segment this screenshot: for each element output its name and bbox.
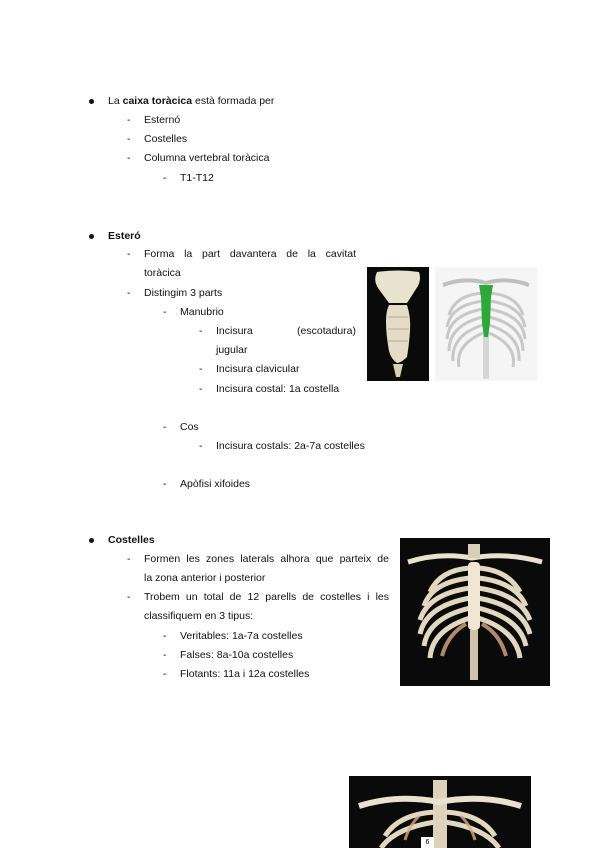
section-title-costelles: Costelles: [108, 534, 155, 546]
type-falses: Falses: 8a-10a costelles: [180, 649, 294, 661]
incisura-jugular-line2: jugular: [216, 344, 248, 356]
section-title-estero: Esteró: [108, 230, 141, 242]
costelles-item1-line2: la zona anterior i posterior: [144, 572, 266, 584]
incisura-costal: Incisura costal: 1a costella: [216, 383, 340, 395]
ribcage-anterior-image: [400, 538, 550, 686]
manubrio-label: Manubrio: [180, 306, 224, 318]
ribcage-bottom-image: [349, 776, 531, 848]
dash: -: [199, 383, 203, 395]
estero-item1-line2: toràcica: [144, 267, 181, 279]
estero-item1-line1: Forma la part davantera de la cavitat: [144, 248, 356, 260]
estero-item2: Distingim 3 parts: [144, 287, 223, 299]
costelles-item2-line1: Trobem un total de 12 parells de costelles i les: [144, 591, 389, 603]
type-veritables: Veritables: 1a-7a costelles: [180, 630, 303, 642]
bullet: [89, 99, 94, 104]
intro-line: [108, 95, 274, 108]
page-number: 6: [421, 837, 434, 848]
dash: -: [127, 133, 131, 145]
list-subitem-t1t12: T1-T12: [180, 172, 214, 184]
dash: -: [199, 325, 203, 337]
dash: -: [163, 668, 167, 680]
dash: -: [127, 591, 131, 603]
list-item-columna: Columna vertebral toràcica: [144, 152, 270, 164]
dash: -: [163, 172, 167, 184]
dash: -: [163, 421, 167, 433]
ribcage-sternum-highlight-image: [435, 267, 537, 381]
list-item-costelles: Costelles: [144, 133, 188, 145]
escotadura-word: (escotadura): [297, 325, 356, 337]
bullet: [89, 538, 94, 543]
bullet: [89, 234, 94, 239]
dash: -: [163, 478, 167, 490]
apofisi-xifoides: Apòfisi xifoides: [180, 478, 251, 490]
incisura-clavicular: Incisura clavicular: [216, 363, 300, 375]
dash: -: [163, 306, 167, 318]
incisura-word: Incisura: [216, 325, 253, 337]
type-flotants: Flotants: 11a i 12a costelles: [180, 668, 310, 680]
intro-bold: caixa toràcica: [122, 95, 193, 107]
costelles-item1-line1: Formen les zones laterals alhora que parteix de: [144, 553, 389, 565]
intro-pre: La: [108, 95, 123, 107]
list-item-esterno: Esternó: [144, 114, 181, 126]
dash: -: [127, 114, 131, 126]
dash: -: [199, 440, 203, 452]
dash: -: [127, 287, 131, 299]
dash: -: [163, 630, 167, 642]
incisura-costals: Incisura costals: 2a-7a costelles: [216, 440, 365, 452]
incisura-jugular-line1: [216, 325, 356, 338]
dash: -: [127, 553, 131, 565]
dash: -: [199, 363, 203, 375]
sternum-image: [367, 267, 429, 381]
intro-post: està formada per: [192, 95, 275, 107]
dash: -: [163, 649, 167, 661]
dash: -: [127, 152, 131, 164]
dash: -: [127, 248, 131, 260]
costelles-item2-line2: classifiquem en 3 tipus:: [144, 610, 254, 622]
cos-label: Cos: [180, 421, 199, 433]
